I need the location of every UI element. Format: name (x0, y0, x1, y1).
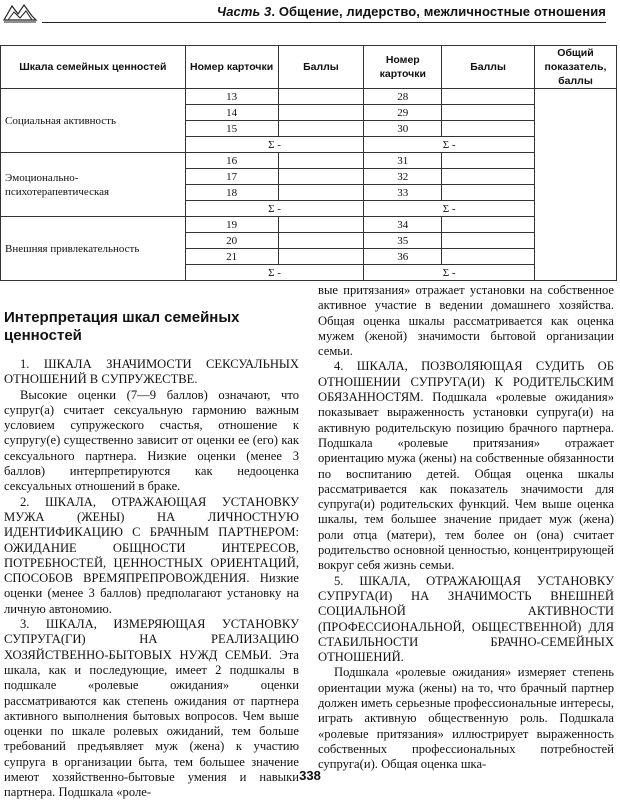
points-cell (442, 89, 535, 105)
points-cell (278, 185, 364, 201)
table-row (1, 89, 617, 105)
table-row (1, 153, 617, 169)
total-cell (535, 89, 617, 281)
header-points-a: Баллы (278, 46, 364, 89)
header-rule (42, 22, 606, 23)
family-values-table (0, 45, 617, 281)
card-number: 18 (185, 185, 278, 201)
points-cell (278, 233, 364, 249)
paragraph: Высокие оценки (7—9 баллов) означают, что супруг(а) считает сексуальную гармонию важным условием супружеского счастья, отношение к супругу(е) существенно зависит от оценки ее (его) как сексуального партнера. Низкие оценки (менее 3 баллов) интерпретируются как недооценка сексуальных отношений в браке. (4, 387, 299, 494)
sum-label: Σ - (364, 265, 535, 281)
card-number: 34 (364, 217, 442, 233)
card-number: 20 (185, 233, 278, 249)
header-card-b: Номер карточки (364, 46, 442, 89)
card-number: 36 (364, 249, 442, 265)
points-cell (278, 169, 364, 185)
paragraph: 2. ШКАЛА, ОТРАЖАЮЩАЯ УСТАНОВКУ МУЖА (ЖЕНЫ) НА ЛИЧНОСТНУЮ ИДЕНТИФИКАЦИЮ С БРАЧНЫМ ПАРТНЕРОМ: ОЖИДАНИЕ ОБЩНОСТИ ИНТЕРЕСОВ, ПОТРЕБНОСТЕЙ, ЦЕННОСТНЫХ ОРИЕНТАЦИЙ, СПОСОБОВ ВРЕМЯПРЕПРОВОЖДЕНИЯ. Низкие оценки (менее 3 баллов) предполагают установку на личную автономию. (4, 494, 299, 616)
points-cell (278, 153, 364, 169)
sum-label: Σ - (364, 201, 535, 217)
paragraph: вые притязания» отражает установки на собственное активное участие в ведении домашнего хозяйства. Общая оценка шкалы рассматривается как оценка мужем (женой) значимости бытовой организации семьи. (318, 283, 614, 359)
right-column (318, 283, 614, 773)
paragraph: Подшкала «ролевые ожидания» измеряет степень ориентации мужа (жены) на то, что брачный партнер должен иметь серьезные профессиональные интересы, играть активную общественную роль. Подшкала «ролевые притязания» иллюстрирует выраженность собственных профессиональных потребностей супруга(и). Общая оценка шка- (318, 665, 614, 772)
points-cell (442, 233, 535, 249)
header-points-b: Баллы (442, 46, 535, 89)
paragraph: 1. ШКАЛА ЗНАЧИМОСТИ СЕКСУАЛЬНЫХ ОТНОШЕНИЙ В СУПРУЖЕСТВЕ. (4, 357, 299, 387)
points-cell (278, 105, 364, 121)
card-number: 29 (364, 105, 442, 121)
page-number: 338 (299, 768, 321, 783)
card-number: 19 (185, 217, 278, 233)
scale-name: Эмоционально-психотерапевтическая (1, 153, 186, 217)
card-number: 17 (185, 169, 278, 185)
scale-name: Внешняя привлекательность (1, 217, 186, 281)
card-number: 28 (364, 89, 442, 105)
card-number: 13 (185, 89, 278, 105)
scale-name: Социальная активность (1, 89, 186, 153)
header-title: Часть 3. Общение, лидерство, межличностные отношения (216, 4, 606, 19)
points-cell (442, 217, 535, 233)
table-header-row (1, 46, 617, 89)
header-total: Общий показатель, баллы (535, 46, 617, 89)
points-cell (278, 121, 364, 137)
paragraph: 5. ШКАЛА, ОТРАЖАЮЩАЯ УСТАНОВКУ СУПРУГА(И) НА ЗНАЧИМОСТЬ ВНЕШНЕЙ СОЦИАЛЬНОЙ АКТИВНОСТИ (ПРОФЕССИОНАЛЬНОЙ, ОБЩЕСТВЕННОЙ) ДЛЯ СТАБИЛЬНОСТИ БРАЧНО-СЕМЕЙНЫХ ОТНОШЕНИЙ. (318, 573, 614, 665)
points-cell (278, 217, 364, 233)
header-chapter: Общение, лидерство, межличностные отношения (278, 4, 606, 19)
card-number: 35 (364, 233, 442, 249)
points-cell (442, 249, 535, 265)
book-logo-icon (2, 2, 38, 24)
card-number: 33 (364, 185, 442, 201)
card-number: 32 (364, 169, 442, 185)
points-cell (278, 89, 364, 105)
section-heading: Интерпретация шкал семейных ценностей (4, 309, 240, 344)
paragraph: 3. ШКАЛА, ИЗМЕРЯЮЩАЯ УСТАНОВКУ СУПРУГА(ГИ) НА РЕАЛИЗАЦИЮ ХОЗЯЙСТВЕННО-БЫТОВЫХ НУЖД СЕМЬИ. Эта шкала, как и последующие, имеет 2 подшкалы в подшкале «ролевые ожидания» оценки рассматриваются как степень ожидания от партнера активного выполнения бытовых вопросов. Чем выше оценки по шкале ролевых ожиданий, тем больше требований предъявляет муж (жена) к участию супруга в организации быта, тем большее значение имеют хозяйственно-бытовые умения и навыки партнера. Подшкала «роле- (4, 617, 299, 800)
points-cell (442, 105, 535, 121)
card-number: 16 (185, 153, 278, 169)
paragraph: 4. ШКАЛА, ПОЗВОЛЯЮЩАЯ СУДИТЬ ОБ ОТНОШЕНИИ СУПРУГА(И) К РОДИТЕЛЬСКИМ ОБЯЗАННОСТЯМ. Подшкала «ролевые ожидания» показывает выраженность установки супруга(и) на активную родительскую позицию брачного партнера. Подшкала «ролевые притязания» отражает ориентацию мужа (жены) на собственные обязанности по воспитанию детей. Общая оценка шкалы рассматривается как показатель значимости для супруга(и) родительских функций. Чем выше оценка шкалы, тем большее значение придает муж (жена) роли отца (матери), тем более он (она) считает родительство основной ценностью, концентрирующей вокруг себя жизнь семьи. (318, 359, 614, 573)
card-number: 21 (185, 249, 278, 265)
header-part: Часть 3 (216, 4, 272, 19)
points-cell (442, 169, 535, 185)
card-number: 14 (185, 105, 278, 121)
card-number: 30 (364, 121, 442, 137)
points-cell (442, 185, 535, 201)
header-card-a: Номер карточки (185, 46, 278, 89)
sum-label: Σ - (185, 201, 364, 217)
sum-label: Σ - (185, 137, 364, 153)
card-number: 31 (364, 153, 442, 169)
left-column (4, 283, 299, 801)
points-cell (442, 121, 535, 137)
points-cell (278, 249, 364, 265)
sum-label: Σ - (364, 137, 535, 153)
points-cell (442, 153, 535, 169)
table-row (1, 217, 617, 233)
card-number: 15 (185, 121, 278, 137)
running-header (0, 0, 620, 28)
header-scale: Шкала семейных ценностей (1, 46, 186, 89)
sum-label: Σ - (185, 265, 364, 281)
